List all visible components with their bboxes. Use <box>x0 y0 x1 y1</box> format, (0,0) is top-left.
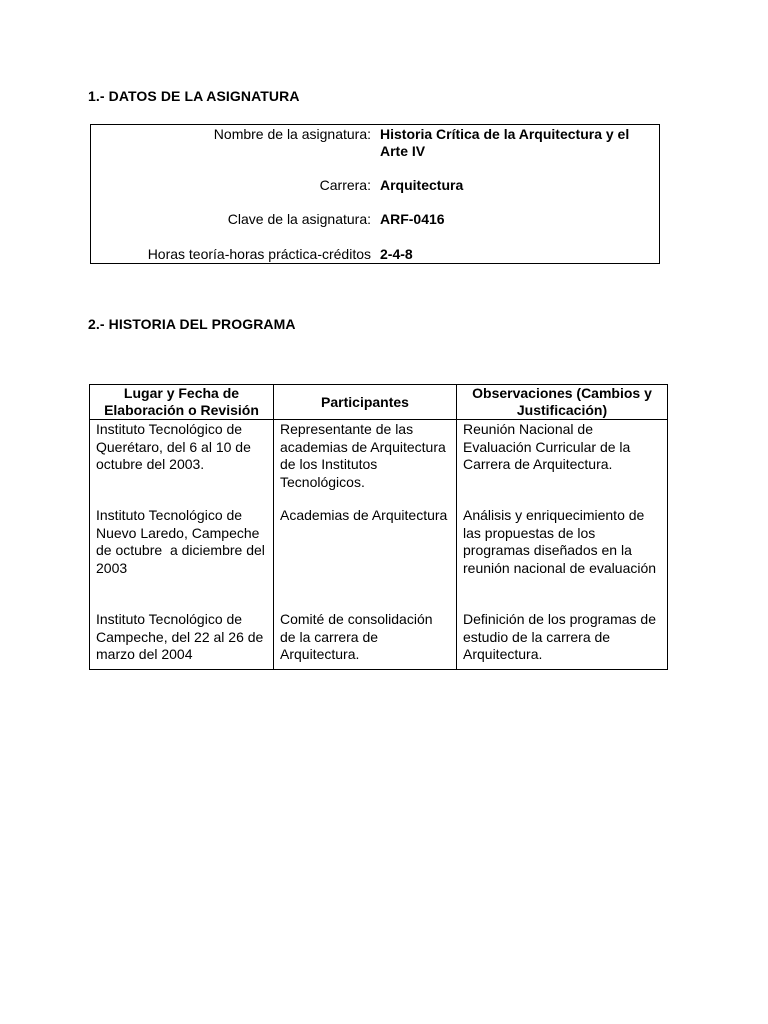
column-header-participantes: Participantes <box>274 385 457 420</box>
cell-lugar: Instituto Tecnológico de Querétaro, del 6 al 10 de octubre del 2003. <box>90 420 274 508</box>
cell-participantes: Comité de consolidación de la carrera de Arquitectura. <box>274 611 457 670</box>
cell-observaciones: Definición de los programas de estudio de la carrera de Arquitectura. <box>457 611 668 670</box>
column-header-observaciones: Observaciones (Cambios y Justificación) <box>457 385 668 420</box>
cell-participantes: Academias de Arquitectura <box>274 507 457 611</box>
cell-lugar: Instituto Tecnológico de Nuevo Laredo, Campeche de octubre a diciembre del 2003 <box>90 507 274 611</box>
cell-observaciones: Reunión Nacional de Evaluación Curricular de la Carrera de Arquitectura. <box>457 420 668 508</box>
field-value-clave: ARF-0416 <box>380 211 445 227</box>
column-header-lugar: Lugar y Fecha de Elaboración o Revisión <box>90 385 274 420</box>
table-header-row <box>90 385 668 420</box>
table-row <box>90 611 668 670</box>
cell-participantes: Representante de las academias de Arquitectura de los Institutos Tecnológicos. <box>274 420 457 508</box>
field-label-nombre: Nombre de la asignatura: <box>213 126 371 142</box>
table-row <box>90 420 668 508</box>
cell-lugar: Instituto Tecnológico de Campeche, del 22 al 26 de marzo del 2004 <box>90 611 274 670</box>
section-2-heading: 2.- HISTORIA DEL PROGRAMA <box>88 316 296 332</box>
section-1-heading: 1.- DATOS DE LA ASIGNATURA <box>88 88 300 104</box>
field-value-carrera: Arquitectura <box>380 177 464 193</box>
table-row <box>90 507 668 611</box>
datos-asignatura-box <box>90 124 660 264</box>
cell-observaciones: Análisis y enriquecimiento de las propuestas de los programas diseñados en la reunión nacional de evaluación <box>457 507 668 611</box>
historia-table <box>89 384 668 670</box>
field-label-horas: Horas teoría-horas práctica-créditos <box>147 246 371 262</box>
field-label-clave: Clave de la asignatura: <box>227 211 371 227</box>
field-value-nombre: Historia Crítica de la Arquitectura y el Arte IV <box>380 126 630 159</box>
field-value-horas: 2-4-8 <box>380 246 413 262</box>
field-label-carrera: Carrera: <box>319 177 371 193</box>
